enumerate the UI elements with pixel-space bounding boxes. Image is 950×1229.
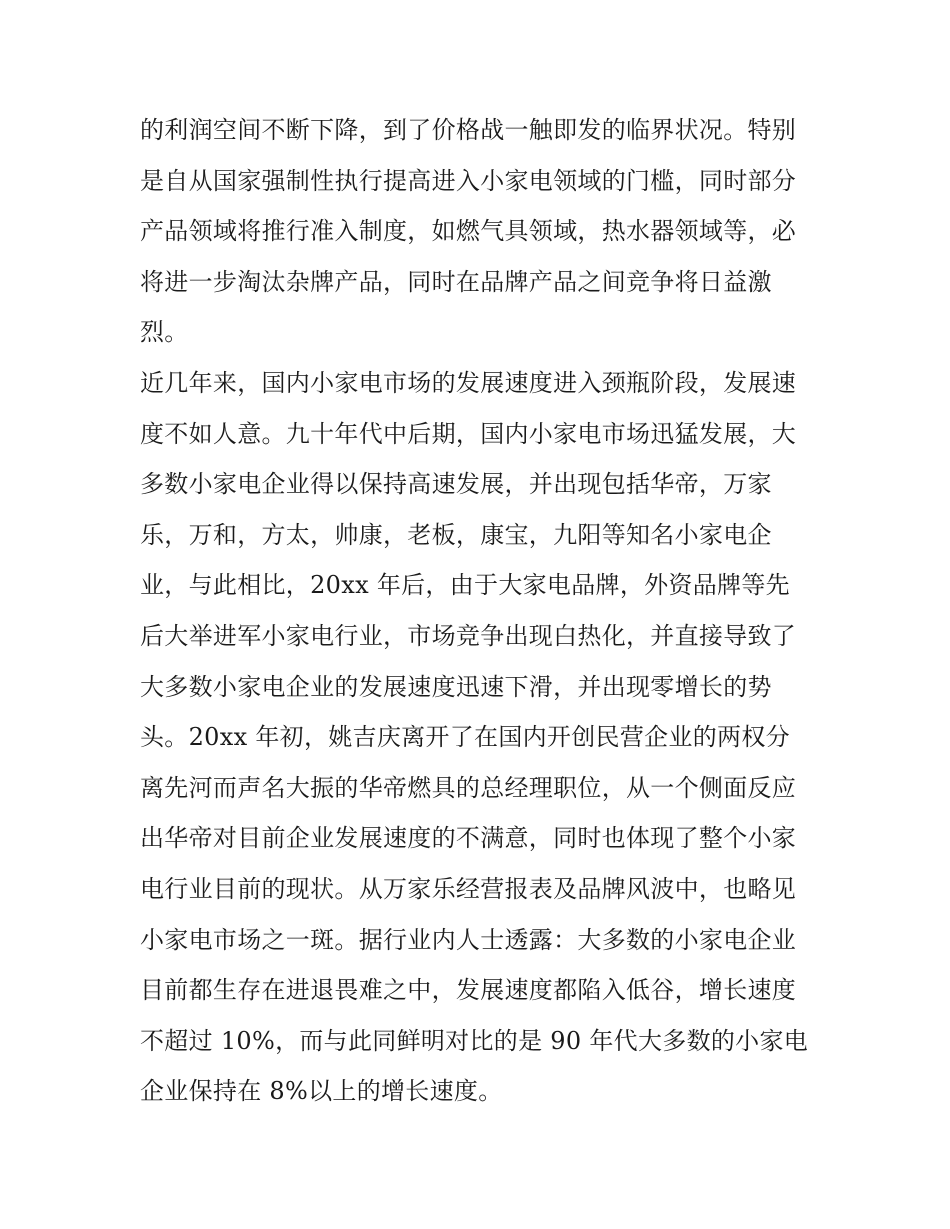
paragraph-2	[140, 358, 820, 1117]
text-line: 出华帝对目前企业发展速度的不满意，同时也体现了整个小家	[140, 824, 797, 853]
text-line: 将进一步淘汰杂牌产品，同时在品牌产品之间竞争将日益激	[140, 267, 772, 296]
text-line: 乐，万和，方太，帅康，老板，康宝，九阳等知名小家电企	[140, 520, 772, 549]
text-line: 不超过 10%，而与此同鲜明对比的是 90 年代大多数的小家电	[140, 1026, 809, 1055]
text-line: 烈。	[140, 318, 189, 347]
text-line: 多数小家电企业得以保持高速发展，并出现包括华帝，万家	[140, 470, 772, 499]
text-line: 电行业目前的现状。从万家乐经营报表及品牌风波中，也略见	[140, 874, 797, 903]
text-line: 度不如人意。九十年代中后期，国内小家电市场迅猛发展，大	[140, 419, 797, 448]
text-line: 目前都生存在进退畏难之中，发展速度都陷入低谷，增长速度	[140, 976, 797, 1005]
paragraph-1	[140, 105, 820, 358]
text-line: 离先河而声名大振的华帝燃具的总经理职位，从一个侧面反应	[140, 773, 797, 802]
text-line: 后大举进军小家电行业，市场竞争出现白热化，并直接导致了	[140, 621, 797, 650]
text-line: 业，与此相比，20xx 年后，由于大家电品牌，外资品牌等先	[140, 571, 790, 600]
text-line: 是自从国家强制性执行提高进入小家电领域的门槛，同时部分	[140, 166, 797, 195]
text-line: 近几年来，国内小家电市场的发展速度进入颈瓶阶段，发展速	[140, 369, 797, 397]
text-line: 的利润空间不断下降，到了价格战一触即发的临界状况。特别	[140, 116, 797, 144]
text-line: 头。20xx 年初，姚吉庆离开了在国内开创民营企业的两权分	[140, 723, 790, 752]
text-line: 小家电市场之一斑。据行业内人士透露：大多数的小家电企业	[140, 925, 797, 954]
text-line: 产品领域将推行准入制度，如燃气具领域，热水器领域等，必	[140, 217, 797, 246]
text-line: 企业保持在 8%以上的增长速度。	[140, 1077, 503, 1106]
text-line: 大多数小家电企业的发展速度迅速下滑，并出现零增长的势	[140, 672, 772, 701]
